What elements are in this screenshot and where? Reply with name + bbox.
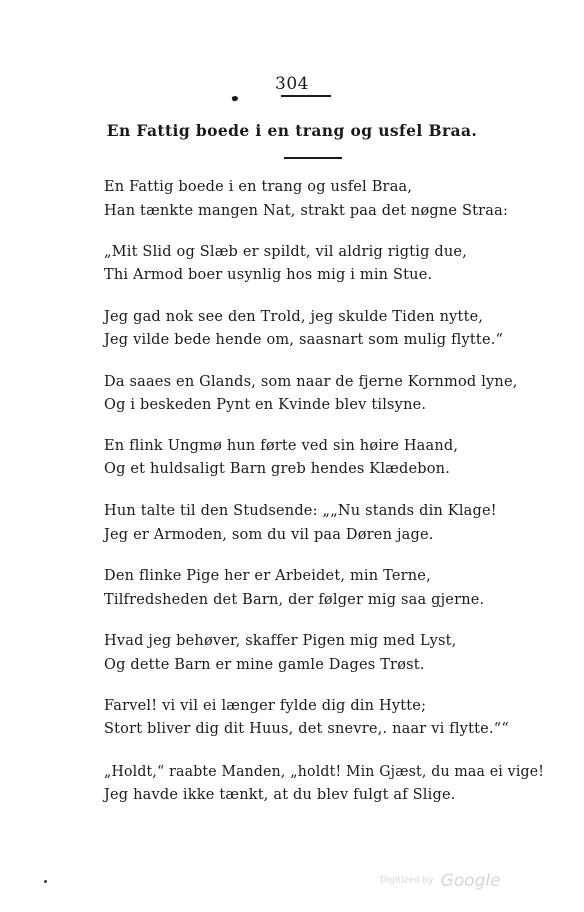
poem-line: Og et huldsaligt Barn greb hendes Klædebon. <box>104 461 451 477</box>
poem-line: Jeg vilde bede hende om, saasnart som mulig flytte.“ <box>104 332 504 348</box>
poem-line: Jeg er Armoden, som du vil paa Døren jage. <box>104 527 434 543</box>
poem-line: Og i beskeden Pynt en Kvinde blev tilsyne. <box>104 397 427 413</box>
page-number: 304 <box>275 74 309 94</box>
poem-line: En flink Ungmø hun førte ved sin høire Haand, <box>104 438 459 454</box>
watermark-prefix: Digitized by <box>380 875 434 886</box>
poem-line: „Holdt,“ raabte Manden, „holdt! Min Gjæst, du maa ei vige! <box>104 764 545 780</box>
poem-line: Jeg gad nok see den Trold, jeg skulde Tiden nytte, <box>104 309 484 325</box>
title-rule <box>284 157 342 159</box>
poem-line: Han tænkte mangen Nat, strakt paa det nøgne Straa: <box>104 203 509 219</box>
poem-line: En Fattig boede i en trang og usfel Braa, <box>104 179 413 195</box>
poem-line: Hvad jeg behøver, skaffer Pigen mig med Lyst, <box>104 633 457 649</box>
poem-line: Hun talte til den Studsende: „„Nu stands din Klage! <box>104 503 497 519</box>
watermark-brand: Google <box>440 870 501 891</box>
poem-line: Tilfredsheden det Barn, der følger mig saa gjerne. <box>104 592 485 608</box>
poem-line: „Mit Slid og Slæb er spildt, vil aldrig rigtig due, <box>104 244 468 260</box>
ink-mark <box>231 95 238 102</box>
poem-line: Den flinke Pige her er Arbeidet, min Terne, <box>104 568 431 584</box>
poem-line: Thi Armod boer usynlig hos mig i min Stue. <box>104 267 433 283</box>
page-number-rule <box>281 95 331 97</box>
margin-dot <box>44 880 47 883</box>
poem-line: Stort bliver dig dit Huus, det snevre,. naar vi flytte.““ <box>104 721 509 737</box>
google-watermark <box>380 870 501 891</box>
poem-title: En Fattig boede i en trang og usfel Braa. <box>106 121 478 140</box>
poem-line: Jeg havde ikke tænkt, at du blev fulgt af Slige. <box>104 787 456 803</box>
poem-line: Farvel! vi vil ei længer fylde dig din Hytte; <box>104 698 427 714</box>
poem-line: Og dette Barn er mine gamle Dages Trøst. <box>104 657 425 673</box>
poem-line: Da saaes en Glands, som naar de fjerne Kornmod lyne, <box>104 374 518 390</box>
